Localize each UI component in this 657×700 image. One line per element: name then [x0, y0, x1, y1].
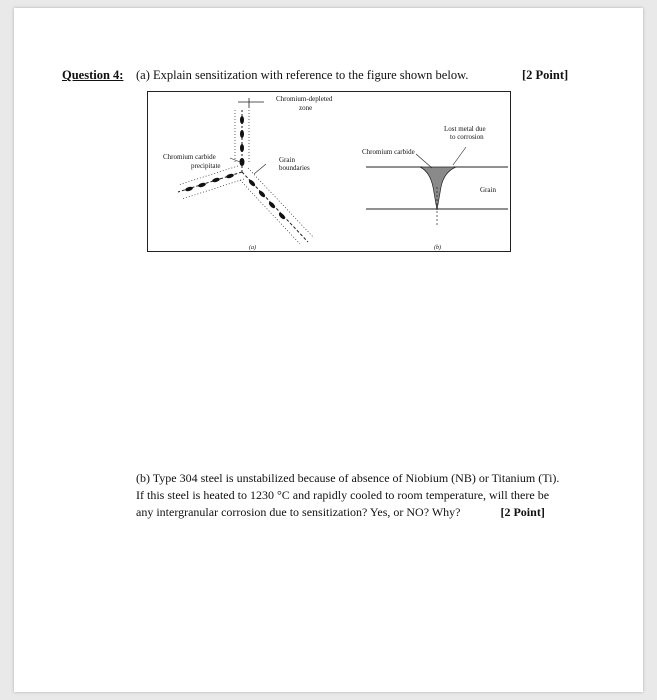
caption-b: (b): [434, 245, 441, 251]
part-b-line1: (b) Type 304 steel is unstabilized because of absence of Niobium (NB) or Titanium (Ti).: [136, 471, 560, 485]
leader-grain-boundaries: [254, 164, 266, 174]
part-b-line2: If this steel is heated to 1230 °C and rapidly cooled to room temperature, will there be: [136, 488, 550, 502]
part-b-points: [2 Point]: [500, 505, 545, 519]
question-label: Question 4:: [62, 68, 124, 82]
label-lost-metal-line2: to corrosion: [450, 133, 484, 141]
carbide-precipitates-left: [185, 173, 235, 192]
caption-a: (a): [249, 245, 256, 251]
depleted-zone-right-b: [240, 180, 300, 244]
corrosion-groove: [420, 167, 456, 210]
label-chromium-carbide: Chromium carbide: [362, 148, 415, 156]
label-depleted-zone-line1: Chromium-depleted: [276, 95, 333, 103]
leader-chromium-carbide: [416, 154, 432, 168]
figure-drawing: [148, 92, 510, 251]
part-b-line3: [136, 504, 606, 521]
label-carbide-precipitate-line1: Chromium carbide: [163, 153, 216, 161]
part-b: [136, 470, 606, 521]
label-grain-boundaries-line1: Grain: [279, 156, 295, 164]
label-depleted-zone-line2: zone: [299, 104, 313, 112]
part-b-line3-text: any intergranular corrosion due to sensitization? Yes, or NO? Why?: [136, 505, 461, 519]
carbide-precipitates-right: [248, 179, 286, 221]
depleted-zone-right-a: [248, 168, 314, 238]
carbide-precipitates-upper: [240, 116, 245, 166]
sensitization-figure: [147, 91, 511, 252]
part-a-points: [2 Point]: [522, 68, 569, 82]
part-a-text: (a) Explain sensitization with reference to the figure shown below.: [136, 68, 469, 82]
label-grain-boundaries-line2: boundaries: [279, 164, 310, 172]
leader-lost-metal: [453, 147, 466, 165]
label-grain: Grain: [480, 186, 496, 194]
label-lost-metal-line1: Lost metal due: [444, 125, 486, 133]
document-page: [14, 8, 643, 692]
label-carbide-precipitate-line2: precipitate: [191, 162, 221, 170]
